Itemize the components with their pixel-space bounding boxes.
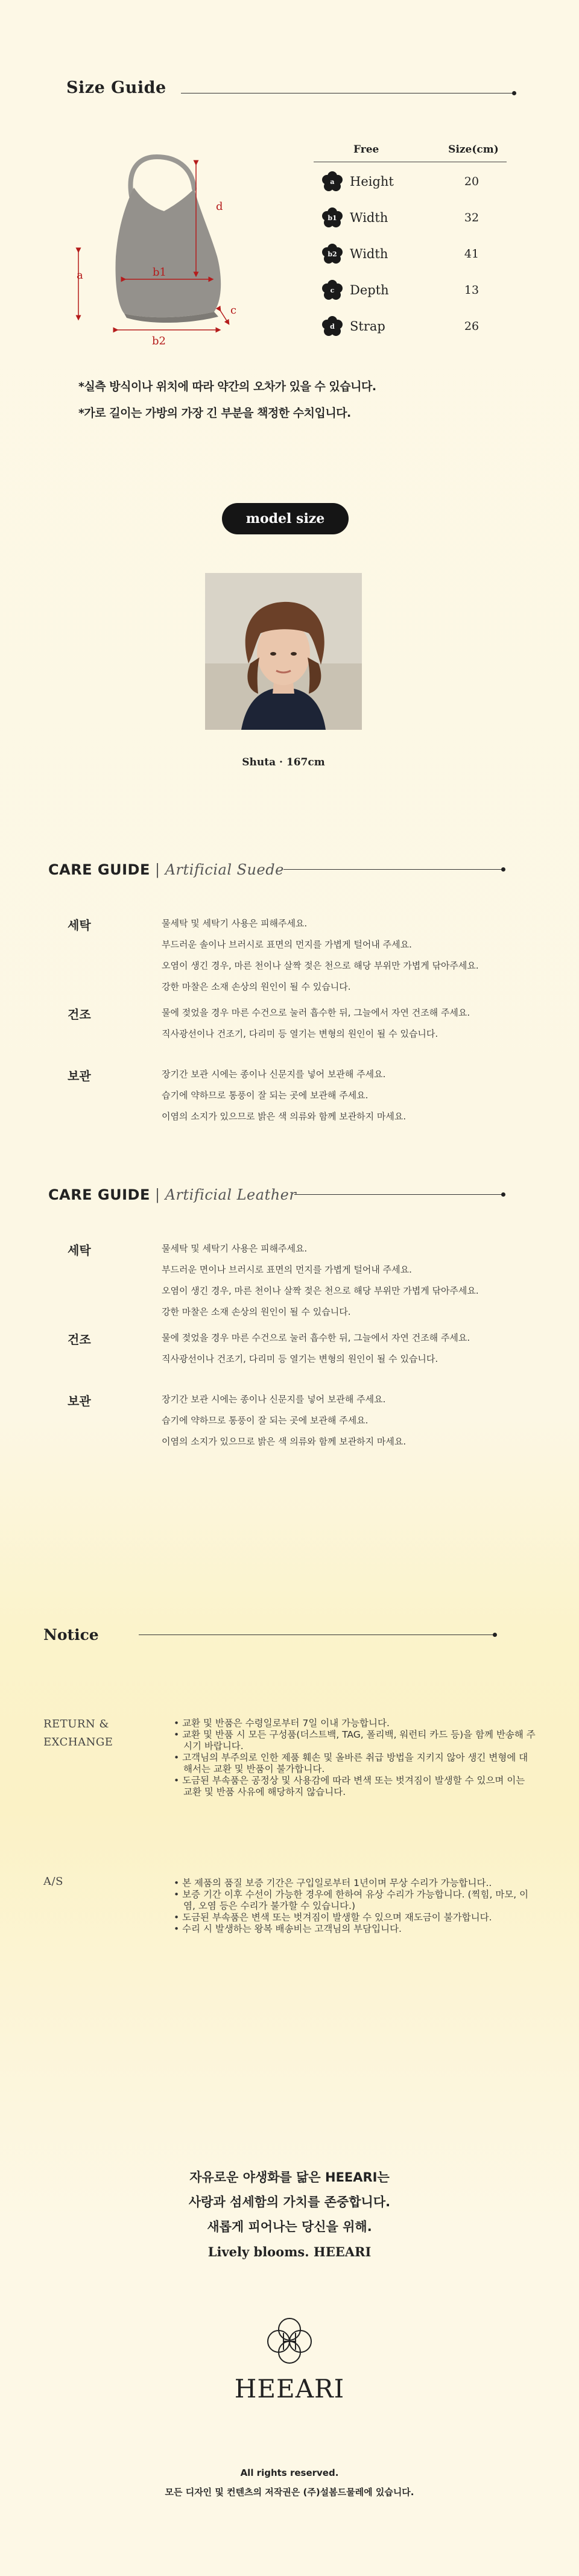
brand-line-3: 새롭게 피어나는 당신을 위해. [207, 2220, 372, 2234]
flower-badge-icon [322, 280, 343, 300]
model-photo [205, 573, 362, 730]
care-line: 습기에 약하므로 통풍이 잘 되는 곳에 보관해 주세요. [162, 1090, 369, 1101]
spec-col-size: Size(cm) [448, 144, 499, 156]
footer-rights [109, 2463, 470, 2502]
spec-label: Strap [350, 319, 385, 334]
care-line: 부드러운 면이나 브러시로 표면의 먼지를 가볍게 털어내 주세요. [162, 1264, 412, 1275]
care-line: 직사광선이나 건조기, 다리미 등 열기는 변형의 원인이 될 수 있습니다. [162, 1353, 438, 1364]
svg-text:a: a [330, 178, 335, 186]
care-line: 물세탁 및 세탁기 사용은 피해주세요. [162, 918, 308, 929]
care-guide-title [48, 861, 284, 878]
diagram-label-b2: b2 [152, 335, 166, 347]
notice-item: • 고객님의 부주의로 인한 제품 훼손 및 올바른 취급 방법을 지키지 않아 생긴 변형에 대해서는 교환 및 반품이 불가합니다. [174, 1752, 528, 1774]
care-item-text [162, 1238, 479, 1323]
care-line: 장기간 보관 시에는 종이나 신문지를 넣어 보관해 주세요. [162, 1069, 386, 1080]
spec-row [314, 309, 507, 343]
care-line: 이염의 소지가 있으므로 밝은 색 의류와 함께 보관하지 마세요. [162, 1436, 407, 1447]
care-title-separator: | [150, 861, 165, 878]
spec-col-free: Free [353, 144, 379, 156]
notice-item: • 도금된 부속품은 공정상 및 사용감에 따라 변색 또는 벗겨짐이 발생할 수 있으며 이는 교환 및 반품 사유에 해당하지 않습니다. [174, 1775, 525, 1797]
care-item-text [162, 1002, 470, 1045]
size-note-1: *실측 방식이나 위치에 따라 약간의 오차가 있을 수 있습니다. [78, 380, 376, 393]
model-size-button[interactable]: model size [222, 503, 349, 534]
care-guide-title [48, 1186, 296, 1203]
spec-value: 26 [464, 320, 479, 333]
care-item-label: 세탁 [68, 918, 91, 932]
care-title-separator: | [150, 1186, 165, 1203]
brand-line-4: Lively blooms. HEEARI [207, 2244, 372, 2259]
return-policy-list [174, 1718, 536, 1798]
brand-statement [109, 2165, 470, 2264]
care-line: 물에 젖었을 경우 마른 수건으로 눌러 흡수한 뒤, 그늘에서 자연 건조해 주세요. [162, 1332, 470, 1343]
spec-value: 32 [464, 211, 479, 224]
return-exchange-label [43, 1715, 113, 1752]
care-line: 습기에 약하므로 통풍이 잘 되는 곳에 보관해 주세요. [162, 1415, 369, 1426]
svg-text:c: c [330, 286, 335, 294]
care-line: 장기간 보관 시에는 종이나 신문지를 넣어 보관해 주세요. [162, 1394, 386, 1405]
care-item-label: 건조 [68, 1332, 91, 1347]
care-item-text [162, 1064, 406, 1127]
care-line: 물세탁 및 세탁기 사용은 피해주세요. [162, 1243, 308, 1254]
care-item-text [162, 913, 479, 998]
flower-badge-icon [322, 244, 343, 264]
care-line: 이염의 소지가 있으므로 밝은 색 의류와 함께 보관하지 마세요. [162, 1111, 407, 1122]
rights-line-2: 모든 디자인 및 컨텐츠의 저작권은 (주)설봄드물레에 있습니다. [165, 2487, 414, 2498]
return-label-line-2: EXCHANGE [43, 1736, 113, 1748]
svg-text:d: d [330, 323, 335, 331]
notice-item: • 본 제품의 품질 보증 기간은 구입일로부터 1년이며 무상 수리가 가능합니다.. [174, 1878, 492, 1888]
spec-header [314, 144, 507, 162]
as-label: A/S [43, 1875, 63, 1888]
care-item-text [162, 1389, 406, 1452]
notice-item: • 보증 기간 이후 수선이 가능한 경우에 한하여 유상 수리가 가능합니다. (찍힘, 마모, 이염, 오염 등은 수리가 불가할 수 있습니다.) [174, 1889, 529, 1911]
care-divider [283, 869, 503, 870]
rights-line-1: All rights reserved. [240, 2467, 339, 2478]
size-guide-title: Size Guide [66, 78, 166, 97]
logo-wordmark: HEEARI [234, 2374, 345, 2404]
heeari-logo [234, 2316, 345, 2405]
svg-text:b2: b2 [327, 250, 337, 258]
diagram-label-b1: b1 [153, 266, 166, 279]
model-caption: Shuta · 167cm [242, 756, 325, 768]
diagram-label-c: c [230, 304, 237, 317]
return-label-line-1: RETURN & [43, 1718, 109, 1730]
spec-label: Width [350, 210, 388, 225]
notice-title: Notice [43, 1626, 99, 1644]
spec-label: Depth [350, 283, 389, 297]
brand-line-2: 사랑과 섬세함의 가치를 존중합니다. [188, 2195, 391, 2209]
spec-row [314, 273, 507, 307]
care-line: 물에 젖었을 경우 마른 수건으로 눌러 흡수한 뒤, 그늘에서 자연 건조해 주세요. [162, 1007, 470, 1018]
care-line: 오염이 생긴 경우, 마른 천이나 살짝 젖은 천으로 해당 부위만 가볍게 닦아주세요. [162, 960, 479, 971]
as-policy-list [174, 1878, 536, 1935]
diagram-label-a: a [77, 269, 83, 282]
bag-diagram [66, 154, 247, 347]
care-title-material: Artificial Suede [165, 861, 284, 878]
notice-item: • 도금된 부속품은 변색 또는 벗겨짐이 발생할 수 있으며 재도금이 불가합니다. [174, 1912, 492, 1923]
notice-item: • 교환 및 반품은 수령일로부터 7일 이내 가능합니다. [174, 1718, 390, 1729]
spec-row [314, 165, 507, 198]
care-item-label: 건조 [68, 1007, 91, 1022]
care-line: 오염이 생긴 경우, 마른 천이나 살짝 젖은 천으로 해당 부위만 가볍게 닦아주세요. [162, 1285, 479, 1296]
care-line: 강한 마찰은 소재 손상의 원인이 될 수 있습니다. [162, 1306, 351, 1317]
brand-line-1: 자유로운 야생화를 닮은 HEEARI는 [189, 2170, 390, 2185]
flower-badge-icon [322, 316, 343, 337]
care-title-main: CARE GUIDE [48, 1186, 150, 1203]
care-item-label: 보관 [68, 1394, 91, 1408]
size-spec-table [314, 144, 507, 343]
spec-value: 13 [464, 283, 479, 297]
care-divider [294, 1194, 503, 1195]
care-line: 부드러운 솔이나 브러시로 표면의 먼지를 가볍게 털어내 주세요. [162, 939, 412, 950]
spec-row [314, 237, 507, 271]
notice-item: • 수리 시 발생하는 왕복 배송비는 고객님의 부담입니다. [174, 1923, 402, 1934]
care-title-material: Artificial Leather [165, 1186, 297, 1203]
notice-item: • 교환 및 반품 시 모든 구성품(더스트백, TAG, 폴리백, 워런티 카드 등)을 함께 반송해 주시기 바랍니다. [174, 1729, 536, 1752]
svg-text:b1: b1 [327, 214, 337, 222]
care-item-text [162, 1328, 470, 1370]
flower-badge-icon [322, 207, 343, 228]
spec-value: 20 [464, 175, 479, 188]
flower-badge-icon [322, 171, 343, 192]
care-title-main: CARE GUIDE [48, 861, 150, 878]
spec-value: 41 [464, 247, 479, 261]
care-item-label: 보관 [68, 1069, 91, 1083]
care-line: 직사광선이나 건조기, 다리미 등 열기는 변형의 원인이 될 수 있습니다. [162, 1028, 438, 1039]
diagram-label-d: d [216, 200, 223, 213]
spec-row [314, 201, 507, 235]
care-item-label: 세탁 [68, 1243, 91, 1258]
care-line: 강한 마찰은 소재 손상의 원인이 될 수 있습니다. [162, 981, 351, 992]
spec-label: Height [350, 174, 394, 189]
spec-label: Width [350, 247, 388, 261]
size-note-2: *가로 길이는 가방의 가장 긴 부분을 책정한 수치입니다. [78, 407, 351, 420]
